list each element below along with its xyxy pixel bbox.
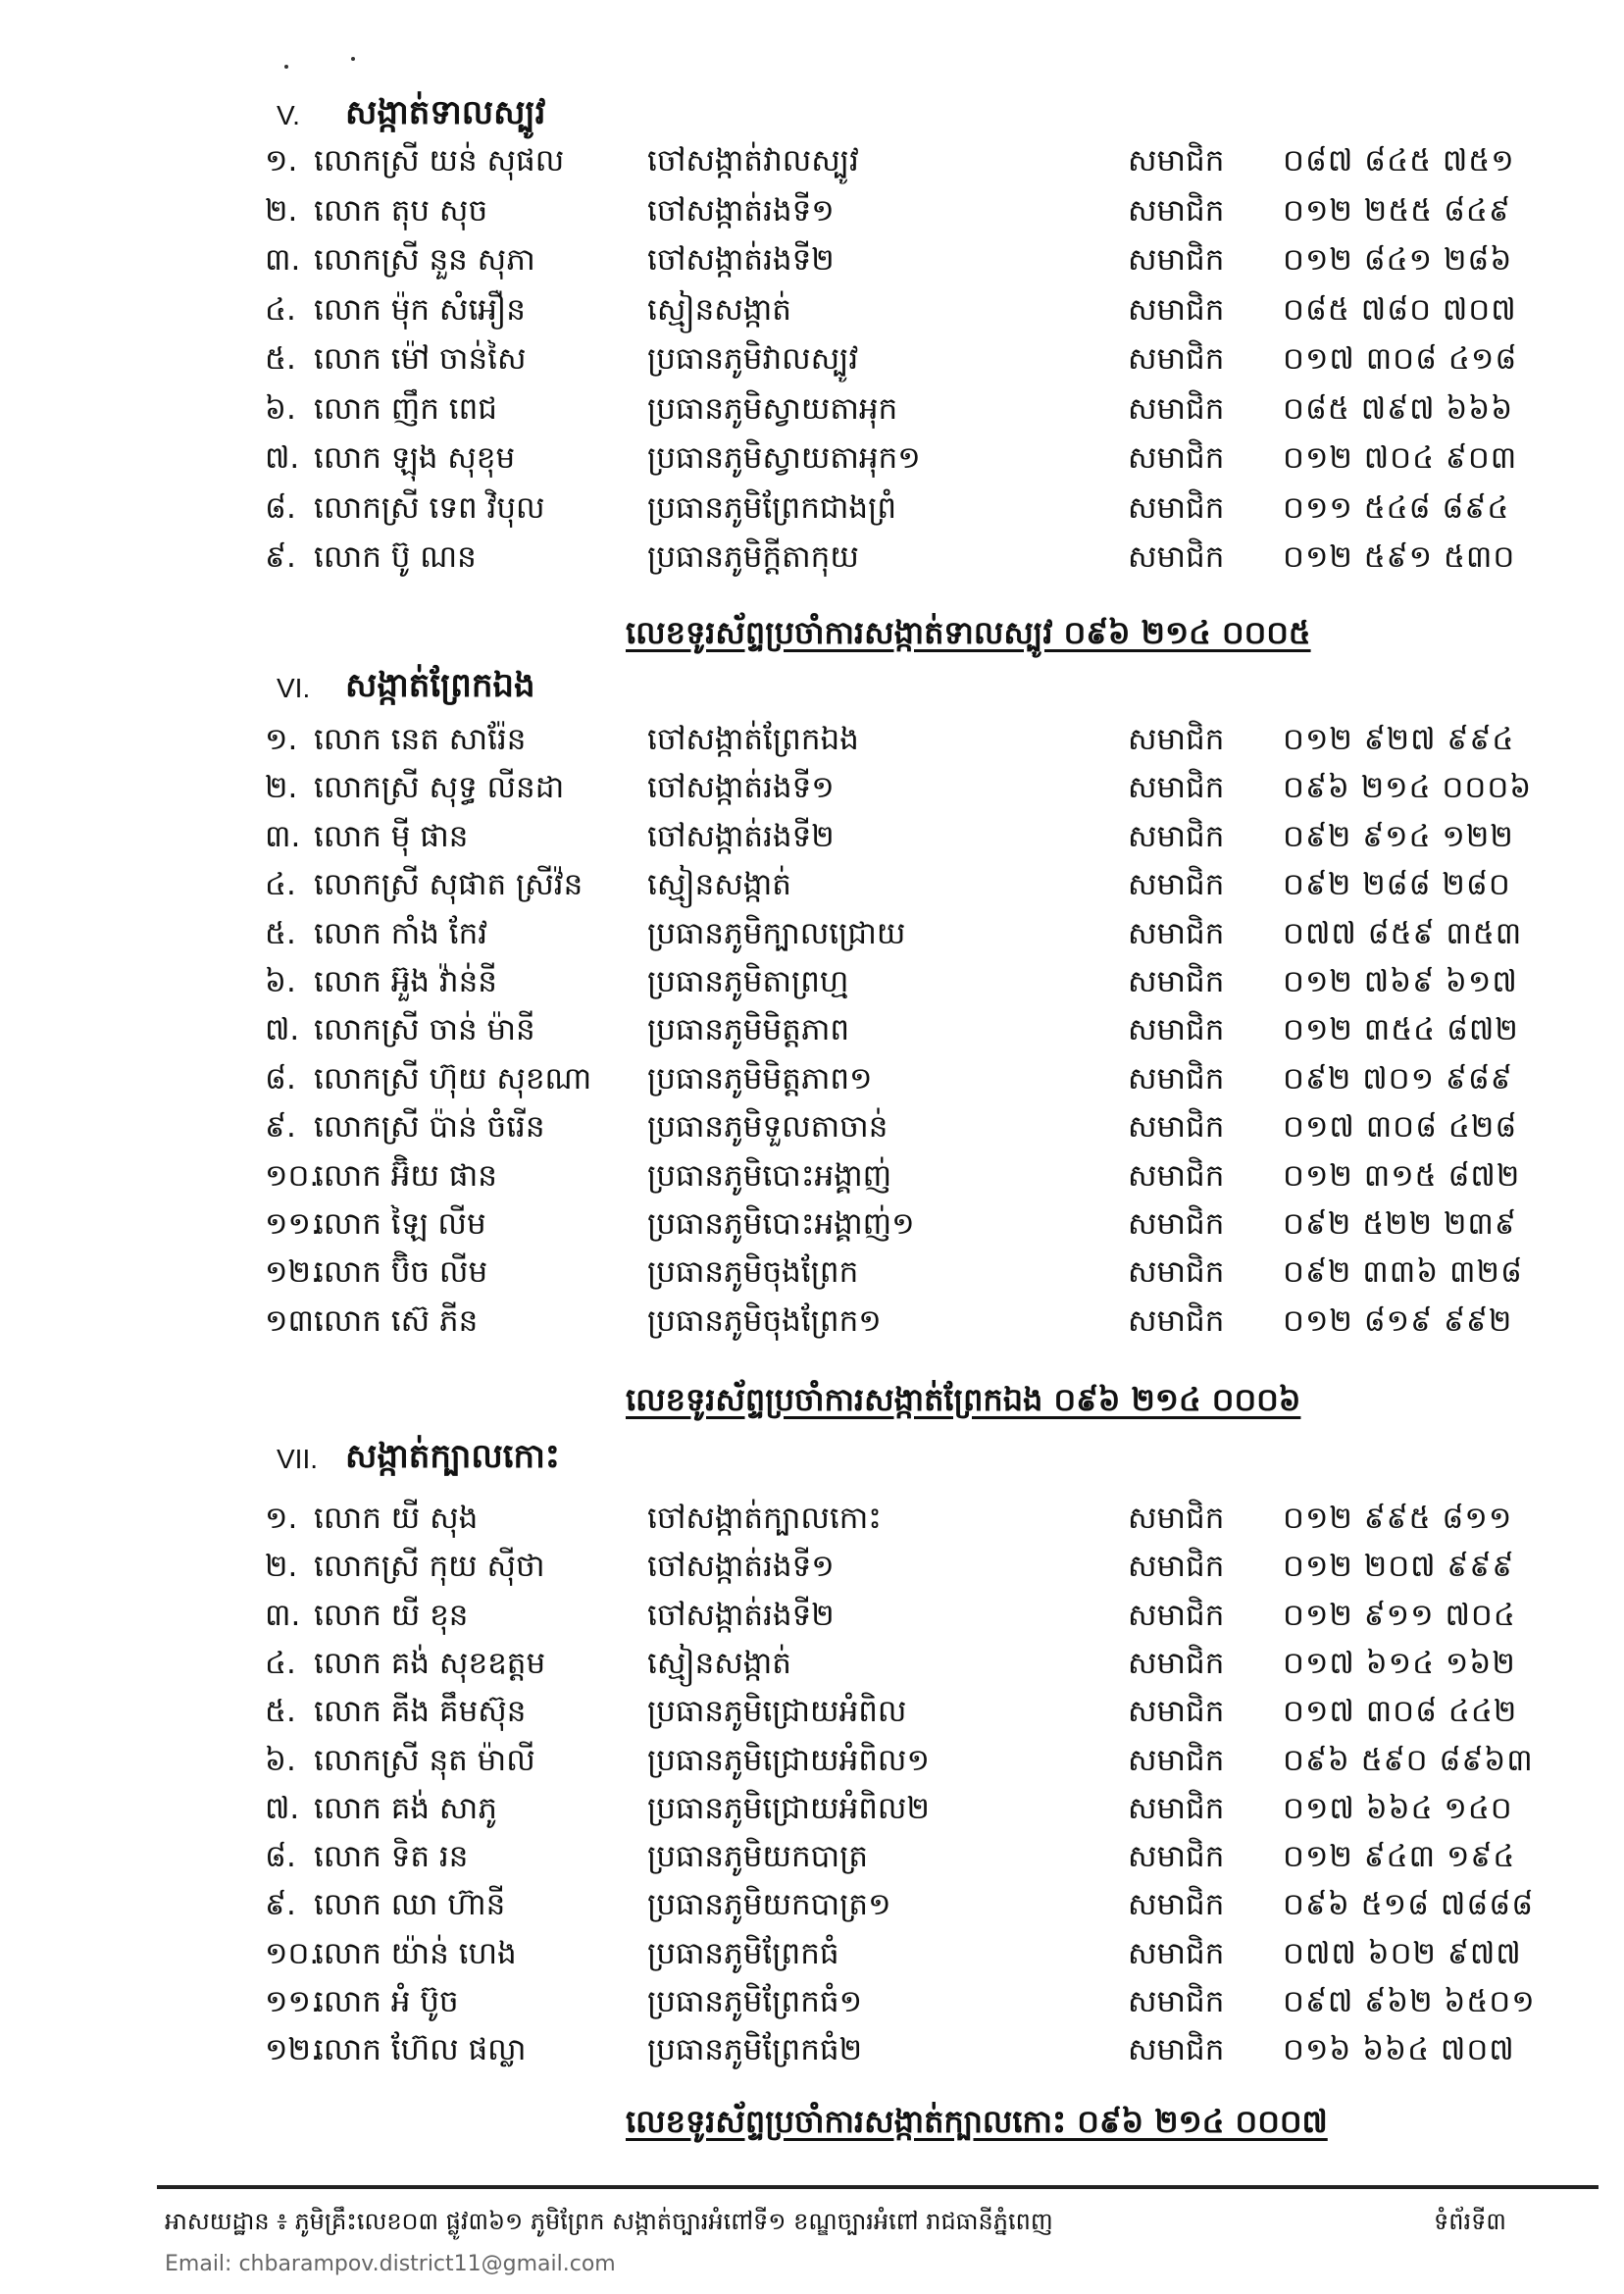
member-phone: ០១៧ ៣០៨ ៤៤២	[1283, 1694, 1518, 1730]
member-role: សមាជិក	[1128, 964, 1225, 999]
member-position: ប្រធានភូមិជ្រោយអំពិល១	[647, 1742, 930, 1778]
member-number: ១២.	[265, 1254, 321, 1291]
member-role: សមាជិក	[1128, 143, 1225, 178]
member-position: ប្រធានភូមិក្តីតាកុយ	[647, 539, 859, 575]
member-phone: ០១២ ៣១៥ ៨៧២	[1283, 1157, 1521, 1194]
member-name: លោកស្រី នុត ម៉ាលី	[314, 1742, 535, 1778]
member-number: ៧.	[265, 440, 300, 476]
scan-speck	[351, 57, 355, 61]
member-number: ៩.	[265, 1887, 296, 1923]
member-role: សមាជិក	[1128, 341, 1225, 377]
member-row	[0, 1006, 1624, 1053]
member-position: ប្រធានភូមិព្រែកធំ	[647, 1935, 839, 1971]
section-title: សង្កាត់ទាលស្បូវ	[345, 93, 546, 132]
section-title: សង្កាត់ក្បាលកោះ	[345, 1437, 560, 1476]
member-number: ៣.	[265, 818, 301, 854]
member-number: ៣.	[265, 242, 301, 278]
member-position: ចៅសង្កាត់រងទី២	[647, 1597, 835, 1633]
member-number: ៩.	[265, 539, 296, 575]
member-phone: ០៩២ ៣៣៦ ៣២៨	[1283, 1254, 1523, 1291]
member-position: ស្មៀនសង្កាត់	[647, 867, 791, 903]
member-number: ១០.	[265, 1935, 320, 1971]
member-position: ចៅសង្កាត់រងទី១	[647, 770, 835, 806]
member-position: ប្រធានភូមិវាលស្បូវ	[647, 341, 859, 377]
member-number: ៦.	[265, 1742, 296, 1778]
member-row	[0, 1495, 1624, 1542]
member-name: លោក តុប សុច	[314, 192, 488, 229]
member-name: លោកស្រី យន់ សុផល	[314, 143, 565, 178]
member-number: ៤.	[265, 291, 296, 328]
member-row	[0, 1298, 1624, 1345]
member-name: លោកស្រី កុយ ស៊ីថា	[314, 1549, 545, 1585]
member-name: លោក ម៉ៅ ចាន់សៃ	[314, 341, 527, 377]
member-position: ប្រធានភូមិមិត្តភាព	[647, 1012, 850, 1048]
member-row	[0, 716, 1624, 763]
member-role: សមាជិក	[1128, 1887, 1225, 1923]
member-name: លោក ឈា ហ៊ានី	[314, 1887, 506, 1923]
member-role: សមាជិក	[1128, 2032, 1225, 2068]
member-phone: ០១២ ៧៦៩ ៦១៧	[1283, 964, 1518, 999]
member-name: លោក ប៊ិច លីម	[314, 1254, 488, 1291]
member-phone: ០១២ ៥៩១ ៥៣០	[1283, 539, 1516, 575]
member-row	[0, 1785, 1624, 1832]
member-row	[0, 1833, 1624, 1880]
member-row	[0, 861, 1624, 908]
member-position: ចៅសង្កាត់ក្បាលកោះ	[647, 1501, 882, 1536]
member-number: ៨.	[265, 1839, 296, 1875]
member-name: លោក អ៊ិយ ផាន	[314, 1157, 497, 1194]
member-name: លោកស្រី នួន សុភា	[314, 242, 535, 278]
member-phone: ០៩៦ ៥៩០ ៨៩៦៣	[1283, 1742, 1534, 1778]
member-role: សមាជិក	[1128, 1012, 1225, 1048]
member-row	[0, 1249, 1624, 1296]
member-phone: ០៧៧ ៨៥៩ ៣៥៣	[1283, 915, 1523, 951]
member-row	[0, 1152, 1624, 1199]
member-name: លោក ម៉ុក សំអឿន	[314, 291, 526, 328]
member-row	[0, 484, 1624, 532]
member-row	[0, 1543, 1624, 1590]
member-phone: ០៧៧ ៦០២ ៩៧៧	[1283, 1935, 1522, 1971]
member-position: ចៅសង្កាត់ព្រែកឯង	[647, 722, 859, 757]
member-phone: ០៩២ ៧០១ ៩៨៩	[1283, 1060, 1513, 1096]
member-role: សមាជិក	[1128, 915, 1225, 951]
member-row	[0, 335, 1624, 382]
member-role: សមាជិក	[1128, 1157, 1225, 1194]
member-phone: ០១៧ ៣០៨ ៤២៨	[1283, 1109, 1518, 1146]
member-role: សមាជិក	[1128, 1645, 1225, 1681]
member-number: ៧.	[265, 1790, 300, 1826]
member-position: ប្រធានភូមិទួលតាចាន់	[647, 1109, 888, 1146]
member-position: ចៅសង្កាត់វាលស្បូវ	[647, 143, 859, 178]
member-phone: ០១៧ ៦១៤ ១៦២	[1283, 1645, 1516, 1681]
member-position: ប្រធានភូមិព្រែកធំ២	[647, 2032, 863, 2068]
member-role: សមាជិក	[1128, 1549, 1225, 1585]
member-name: លោក គង់ សាភូ	[314, 1790, 497, 1826]
member-row	[0, 1737, 1624, 1784]
member-position: ប្រធានភូមិព្រែកធំ១	[647, 1984, 863, 2019]
member-row	[0, 910, 1624, 957]
member-number: ២.	[265, 1549, 298, 1585]
member-row	[0, 813, 1624, 860]
section-heading	[277, 663, 535, 714]
member-position: ប្រធានភូមិបោះអង្គាញ់	[647, 1157, 892, 1194]
member-role: សមាជិក	[1128, 1984, 1225, 2019]
member-row	[0, 187, 1624, 234]
member-phone: ០១៧ ៣០៨ ៤១៨	[1283, 341, 1518, 377]
member-role: សមាជិក	[1128, 1302, 1225, 1339]
member-position: ប្រធានភូមិជ្រោយអំពិល២	[647, 1790, 930, 1826]
member-number: ៨.	[265, 1060, 296, 1096]
member-phone: ០១៦ ៦៦៤ ៧០៧	[1283, 2032, 1515, 2068]
member-phone: ០៩២ ៩១៤ ១២២	[1283, 818, 1514, 854]
member-position: ចៅសង្កាត់រងទី២	[647, 242, 835, 278]
member-phone: ០៩៦ ៥១៨ ៧៨៨៨	[1283, 1887, 1535, 1923]
member-position: ប្រធានភូមិតាព្រហ្ម	[647, 964, 849, 999]
member-number: ១៣.	[265, 1302, 324, 1339]
member-position: ប្រធានភូមិមិត្តភាព១	[647, 1060, 873, 1096]
member-name: លោក ហ៊ែល ផល្លា	[314, 2032, 527, 2068]
section-hotline: លេខទូរស័ព្ទប្រចាំការសង្កាត់ក្បាលកោះ ០៩៦ ២១៤ ០០០៧	[626, 2103, 1328, 2140]
member-position: ប្រធានភូមិយកបាត្រ១	[647, 1887, 891, 1923]
member-row	[0, 1978, 1624, 2025]
member-name: លោកស្រី សុទ្ធ លីនដា	[314, 770, 565, 806]
member-role: សមាជិក	[1128, 1839, 1225, 1875]
section-heading	[277, 1434, 560, 1485]
member-role: សមាជិក	[1128, 1597, 1225, 1633]
member-name: លោក មុី ផាន	[314, 818, 469, 854]
member-phone: ០១២ ២៥៥ ៨៤៩	[1283, 192, 1511, 229]
member-name: លោក អំ ប៊ូច	[314, 1984, 459, 2019]
member-role: សមាជិក	[1128, 192, 1225, 229]
member-phone: ០៩៦ ២១៤ ០០០៦	[1283, 770, 1533, 806]
member-role: សមាជិក	[1128, 1935, 1225, 1971]
member-name: លោក នេត សារ៉ែន	[314, 722, 527, 757]
section-numeral: V.	[277, 100, 300, 130]
member-row	[0, 2026, 1624, 2073]
member-name: លោក ស៊េ ភីន	[314, 1302, 479, 1339]
member-number: ១.	[265, 722, 298, 757]
member-position: ប្រធានភូមិយកបាត្រ	[647, 1839, 869, 1875]
member-phone: ០៨៧ ៨៤៥ ៧៥១	[1283, 143, 1515, 178]
member-number: ៣.	[265, 1597, 301, 1633]
member-position: ចៅសង្កាត់រងទី១	[647, 192, 835, 229]
member-name: លោកស្រី ទេព វិបុល	[314, 489, 545, 526]
member-position: ប្រធានភូមិក្បាលជ្រោយ	[647, 915, 906, 951]
member-role: សមាជិក	[1128, 1501, 1225, 1536]
member-phone: ០១២ ៩១១ ៧០៤	[1283, 1597, 1516, 1633]
member-row	[0, 1200, 1624, 1248]
member-row	[0, 534, 1624, 581]
member-row	[0, 764, 1624, 811]
member-row	[0, 434, 1624, 482]
member-phone: ០៩៧ ៩៦២ ៦៥០១	[1283, 1984, 1536, 2019]
member-row	[0, 1640, 1624, 1687]
member-position: ប្រធានភូមិស្វាយតាអុក	[647, 390, 898, 427]
member-name: លោក គង់ សុខឧត្តម	[314, 1645, 546, 1681]
member-role: សមាជិក	[1128, 1790, 1225, 1826]
member-name: លោក កាំង កែវ	[314, 915, 488, 951]
member-name: លោក យី សុង	[314, 1501, 479, 1536]
member-row	[0, 1055, 1624, 1102]
member-position: ចៅសង្កាត់រងទី២	[647, 818, 835, 854]
member-role: សមាជិក	[1128, 1206, 1225, 1242]
member-number: ៥.	[265, 1694, 296, 1730]
member-name: លោក យី ខុន	[314, 1597, 469, 1633]
member-number: ១២.	[265, 2032, 321, 2068]
member-row	[0, 286, 1624, 333]
member-phone: ០៨៥ ៧៩៧ ៦៦៦	[1283, 390, 1514, 427]
member-row	[0, 137, 1624, 184]
member-row	[0, 958, 1624, 1005]
member-phone: ០១២ ៩៩៥ ៨១១	[1283, 1501, 1513, 1536]
member-name: លោក ប៊ូ ណន	[314, 539, 477, 575]
member-name: លោកស្រី ហ៊ុយ សុខណា	[314, 1060, 592, 1096]
member-role: សមាជិក	[1128, 867, 1225, 903]
section-numeral: VII.	[277, 1444, 319, 1474]
member-role: សមាជិក	[1128, 440, 1225, 476]
member-number: ១.	[265, 143, 298, 178]
member-role: សមាជិក	[1128, 390, 1225, 427]
member-role: សមាជិក	[1128, 770, 1225, 806]
footer-email: Email: chbarampov.district11@gmail.com	[165, 2252, 616, 2276]
member-phone: ០១២ ៩២៧ ៩៩៤	[1283, 722, 1515, 757]
member-number: ២.	[265, 770, 298, 806]
member-name: លោក គីង គឹមស៊ុន	[314, 1694, 527, 1730]
member-name: លោក យ៉ាន់ ហេង	[314, 1935, 517, 1971]
member-number: ៥.	[265, 341, 296, 377]
member-phone: ០១២ ៣៥៤ ៨៧២	[1283, 1012, 1519, 1048]
member-name: លោក ឡៃ លីម	[314, 1206, 486, 1242]
member-row	[0, 1688, 1624, 1735]
member-position: ប្រធានភូមិជ្រោយអំពិល	[647, 1694, 907, 1730]
member-position: ចៅសង្កាត់រងទី១	[647, 1549, 835, 1585]
section-hotline: លេខទូរស័ព្ទប្រចាំការសង្កាត់ព្រែកឯង ០៩៦ ២១៤ ០០០៦	[626, 1381, 1301, 1418]
member-name: លោក អ៊ួង វ៉ាន់នី	[314, 964, 497, 999]
member-role: សមាជិក	[1128, 1109, 1225, 1146]
member-number: ១០.	[265, 1157, 320, 1194]
member-role: សមាជិក	[1128, 722, 1225, 757]
member-role: សមាជិក	[1128, 489, 1225, 526]
member-position: ស្មៀនសង្កាត់	[647, 291, 791, 328]
member-phone: ០១៧ ៦៦៤ ១៤០	[1283, 1790, 1513, 1826]
section-hotline: លេខទូរស័ព្ទប្រចាំការសង្កាត់ទាលស្បូវ ០៩៦ ២១៤ ០០០៥	[626, 614, 1311, 651]
member-name: លោកស្រី ចាន់ ម៉ានី	[314, 1012, 535, 1048]
member-number: ៨.	[265, 489, 296, 526]
section-numeral: VI.	[277, 673, 311, 703]
member-number: ១១.	[265, 1984, 321, 2019]
member-role: សមាជិក	[1128, 1694, 1225, 1730]
footer-address: អាសយដ្ឋាន ៖ ភូមិគ្រឹះលេខ០៣ ផ្លូវ៣៦១ ភូមិព្រែក សង្កាត់ច្បារអំពៅទី១ ខណ្ឌច្បារអំពៅ រាជធានីភ្នំពេញ	[165, 2208, 1053, 2235]
section-heading	[277, 90, 545, 141]
member-row	[0, 1881, 1624, 1928]
member-row	[0, 1103, 1624, 1150]
member-row	[0, 1930, 1624, 1977]
member-position: ប្រធានភូមិបោះអង្គាញ់១	[647, 1206, 915, 1242]
member-number: ៩.	[265, 1109, 296, 1146]
member-number: ៤.	[265, 1645, 296, 1681]
scan-speck	[284, 65, 288, 69]
member-phone: ០១២ ៧០៤ ៩០៣	[1283, 440, 1518, 476]
member-role: សមាជិក	[1128, 1060, 1225, 1096]
member-position: ប្រធានភូមិចុងព្រែក	[647, 1254, 859, 1291]
member-number: ៤.	[265, 867, 296, 903]
member-role: សមាជិក	[1128, 242, 1225, 278]
member-position: ស្មៀនសង្កាត់	[647, 1645, 791, 1681]
member-name: លោក ញឹក ពេជ	[314, 390, 497, 427]
member-row	[0, 1592, 1624, 1639]
member-number: ៦.	[265, 390, 296, 427]
member-phone: ០៩២ ២៨៨ ២៨០	[1283, 867, 1511, 903]
member-number: ៧.	[265, 1012, 300, 1048]
member-row	[0, 385, 1624, 433]
member-name: លោកស្រី ប៉ាន់ ចំរើន	[314, 1109, 545, 1146]
member-number: ៦.	[265, 964, 296, 999]
member-role: សមាជិក	[1128, 1742, 1225, 1778]
member-phone: ០១១ ៥៤៨ ៨៩៤	[1283, 489, 1510, 526]
member-phone: ០៩២ ៥២២ ២៣៩	[1283, 1206, 1517, 1242]
member-phone: ០១២ ២០៧ ៩៩៩	[1283, 1549, 1515, 1585]
member-name: លោក ទិត រន	[314, 1839, 469, 1875]
member-role: សមាជិក	[1128, 1254, 1225, 1291]
member-role: សមាជិក	[1128, 818, 1225, 854]
member-row	[0, 236, 1624, 283]
member-position: ប្រធានភូមិស្វាយតាអុក១	[647, 440, 921, 476]
member-phone: ០១២ ៨៤១ ២៨៦	[1283, 242, 1513, 278]
member-role: សមាជិក	[1128, 291, 1225, 328]
section-title: សង្កាត់ព្រែកឯង	[345, 666, 535, 705]
member-phone: ០១២ ៩៤៣ ១៩៤	[1283, 1839, 1516, 1875]
member-number: ១.	[265, 1501, 298, 1536]
footer-rule	[157, 2185, 1599, 2189]
page-number: ទំព័រទី៣	[1434, 2208, 1506, 2235]
member-number: ៥.	[265, 915, 296, 951]
member-name: លោក ឡុង សុខុម	[314, 440, 516, 476]
member-position: ប្រធានភូមិព្រែកជាងព្រំ	[647, 489, 896, 526]
member-phone: ០៨៥ ៧៨០ ៧០៧	[1283, 291, 1517, 328]
member-phone: ០១២ ៨១៩ ៩៩២	[1283, 1302, 1513, 1339]
member-position: ប្រធានភូមិចុងព្រែក១	[647, 1302, 882, 1339]
member-role: សមាជិក	[1128, 539, 1225, 575]
member-number: ១១.	[265, 1206, 321, 1242]
member-name: លោកស្រី សុផាត ស្រីវ៉ន	[314, 867, 584, 903]
member-number: ២.	[265, 192, 298, 229]
